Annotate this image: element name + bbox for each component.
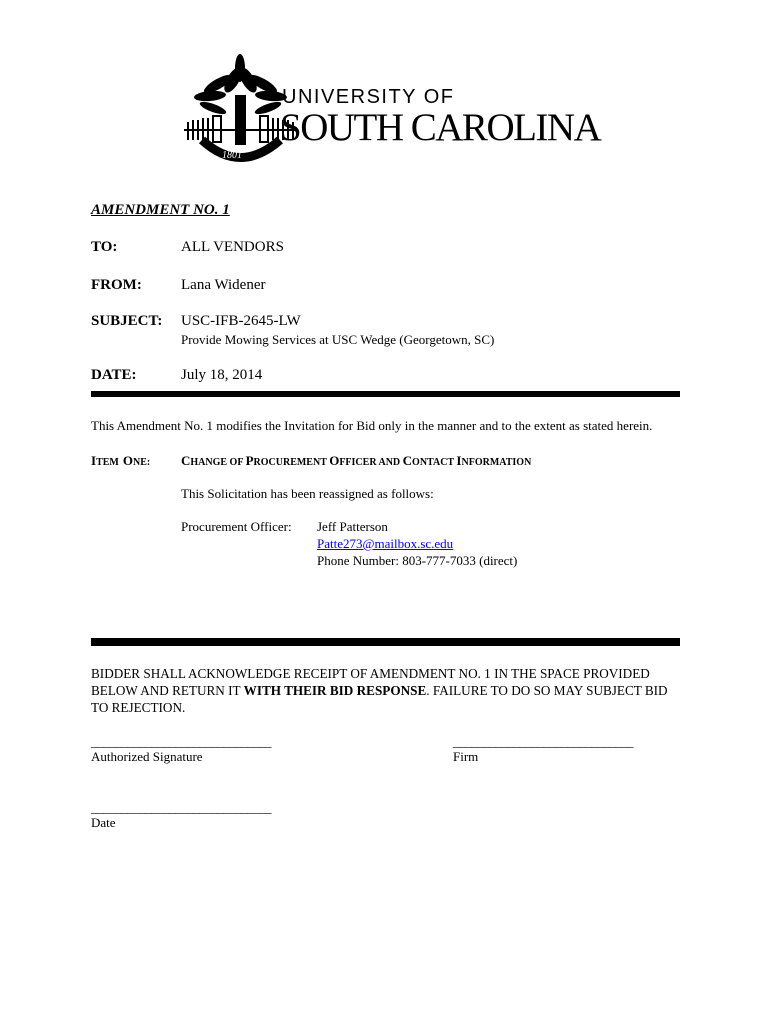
reassigned-text: This Solicitation has been reassigned as follows: [181,486,434,501]
officer-name: Jeff Patterson [317,519,388,534]
item-one-label: ITEM ONE: [91,453,151,468]
amendment-title: AMENDMENT NO. 1 [91,202,230,218]
officer-phone: Phone Number: 803-777-7033 (direct) [317,553,518,568]
logo-line-1: UNIVERSITY OF [282,86,455,108]
firm-line: ______________________________ [453,734,633,749]
subject-detail: Provide Mowing Services at USC Wedge (Georgetown, SC) [181,332,495,347]
authorized-signature-label: Authorized Signature [91,749,203,764]
section-divider [91,638,680,646]
from-label: FROM: [91,277,142,293]
subject-value: USC-IFB-2645-LW [181,313,301,329]
officer-label: Procurement Officer: [181,519,292,534]
item-one-title: CHANGE OF PROCUREMENT OFFICER AND CONTACT INFORMATION [181,453,532,468]
officer-email-link[interactable]: Patte273@mailbox.sc.edu [317,536,454,551]
to-label: TO: [91,239,118,255]
signature-line: ______________________________ [91,734,271,749]
date-label: DATE: [91,367,137,383]
intro-text: This Amendment No. 1 modifies the Invitation for Bid only in the manner and to the extent as stated herein. [91,418,653,433]
logo-year: 1801 [222,150,242,161]
date-value: July 18, 2014 [181,367,263,383]
from-value: Lana Widener [181,277,266,293]
date-line: ______________________________ [91,800,271,815]
header-divider [91,391,680,397]
acknowledge-text: BIDDER SHALL ACKNOWLEDGE RECEIPT OF AMENDMENT NO. 1 IN THE SPACE PROVIDED BELOW AND RETURN IT WITH THEIR BID RESPONSE. FAILURE TO DO SO MAY SUBJECT BID TO REJECTION. [91,666,668,715]
date-field-label: Date [91,815,116,830]
to-value: ALL VENDORS [181,239,284,255]
subject-label: SUBJECT: [91,313,163,329]
logo-line-2: SOUTH CAROLINA [280,106,601,149]
firm-label: Firm [453,749,479,764]
